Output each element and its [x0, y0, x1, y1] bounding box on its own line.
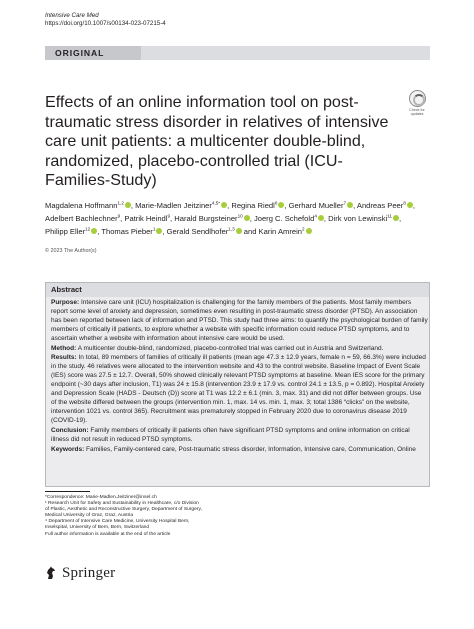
footnote-line: ¹ Research Unit for Safety and Sustainability in Healthcare, c/o Division — [45, 501, 199, 507]
abstract-conclusion: Conclusion: Family members of critically ill patients often have significant PTSD symptoms and online information on critical illness did not result in reduced PTSD symptoms. — [51, 426, 410, 443]
abstract-box — [45, 282, 430, 487]
author-name[interactable]: Harald Burgsteiner$^{10}$ — [174, 214, 249, 223]
abstract-heading: Abstract — [46, 283, 429, 297]
footnotes — [45, 491, 245, 538]
orcid-icon[interactable] — [393, 215, 399, 221]
orcid-icon[interactable] — [278, 202, 284, 208]
abstract-body — [51, 299, 428, 455]
author-name[interactable]: Thomas Pieber$^1$ — [101, 227, 162, 236]
author-name[interactable]: Joerg C. Schefold$^4$ — [254, 214, 324, 223]
orcid-icon[interactable] — [347, 202, 353, 208]
author-name[interactable]: Magdalena Hoffmann$^{1,2}$ — [45, 201, 131, 210]
footnote-line: Inselspital, University of Bern, Bern, Switzerland — [45, 525, 150, 531]
article-type-badge: ORIGINAL — [45, 46, 141, 60]
abstract-purpose: Purpose: Intensive care unit (ICU) hospitalization is challenging for the family members of the patients. Most family members report some level of anxiety and depression, sometimes even resulting in post-traumatic stress disorder (PTSD). An association has been reported between lack of information and PTSD. This study had three aims: to quantify the psychological burden of family members of critically ill patients, to explore whether a website with specific information could reduce PTSD symptoms, and to ascertain whether a website with information about intensive care would be used. — [51, 299, 428, 342]
copyright-notice: © 2023 The Author(s) — [45, 248, 97, 254]
orcid-icon[interactable] — [318, 215, 324, 221]
author-name[interactable]: Dirk von Lewinski$^{11}$ — [328, 214, 399, 223]
abstract-results: Results: In total, 89 members of families of critically ill patients (mean age 47.3 ± 12.9 years, female n = 59, 66.3%) were included in the study. 46 relatives were allocated to the intervention website and 43 to the control website. Baseline Impact of Event Scale (IES) score was 27.5 ± 12.7. Overall, 50% showed clinically relevant PTSD symptoms at baseline. Mean IES score for the primary endpoint (~30 days after inclusion, T1) was 24 ± 15.8 (intervention 23.9 ± 17.9 vs. control 24.1 ± 13.5, p = 0.892). Hospital Anxiety and Depression Scale (HADS - Deutsch (D)) score at T1 was 12.2 ± 6.1 (min. 3, max. 31) and did not differ between groups. Use of the website differed between the groups (intervention min. 1, max. 14 vs. min. 1, max. 3; total 1386 “clicks” on the website, intervention 1021 vs. control 365). Recruitment was prematurely stopped in February 2020 due to coronavirus disease 2019 (COVID-19). — [51, 354, 426, 424]
orcid-icon[interactable] — [125, 202, 131, 208]
article-type-bar — [45, 46, 430, 60]
article-title: Effects of an online information tool on post-traumatic stress disorder in relatives of intensive care unit patients: a multicenter double-blind, randomized, placebo-controlled trial (ICU-Families-Study) — [45, 93, 389, 190]
abstract-method: Method: A multicenter double-blind, randomized, placebo-controlled trial was carried out in Austria and Switzerland. — [51, 344, 384, 352]
author-name[interactable]: Andreas Peer$^8$ — [357, 201, 413, 210]
footnote-line[interactable]: *Correspondence: Marie-Madlen.Jeitziner@insel.ch — [45, 495, 157, 500]
author-name[interactable]: Marie-Madlen Jeitziner$^{4,5*}$ — [135, 201, 227, 210]
abstract-keywords: Keywords: Families, Family-centered care, Post-traumatic stress disorder, Information, Intensive care, Communication, Online — [51, 445, 416, 453]
update-icon — [409, 90, 426, 107]
footnote-line: Full author information is available at the end of the article — [45, 531, 171, 537]
orcid-icon[interactable] — [306, 228, 312, 234]
footnote-rule — [45, 491, 90, 492]
footnote-line: Medical University of Graz, Graz, Austria — [45, 513, 134, 519]
author-name[interactable]: Gerald Sendlhofer$^{1,3}$ — [167, 227, 242, 236]
doi-link[interactable]: https://doi.org/10.1007/s00134-023-07215-4 — [45, 20, 166, 27]
orcid-icon[interactable] — [91, 228, 97, 234]
orcid-icon[interactable] — [156, 228, 162, 234]
orcid-icon[interactable] — [221, 202, 227, 208]
journal-name: Intensive Care Med — [45, 12, 99, 19]
author-name[interactable]: Karin Amrein$^2$ — [259, 227, 312, 236]
orcid-icon[interactable] — [244, 215, 250, 221]
publisher-logo — [45, 564, 115, 582]
footnote-line: of Plastic, Aesthetic and Reconstructive Surgery, Department of Surgery, — [45, 507, 202, 513]
author-name[interactable]: Adelbert Bachlechner$^9$ — [45, 213, 121, 223]
orcid-icon[interactable] — [407, 202, 413, 208]
footnote-line: ⁴ Department of Intensive Care Medicine, University Hospital Bern, — [45, 519, 190, 525]
publisher-name: Springer — [62, 564, 116, 581]
check-for-updates-button[interactable] — [404, 90, 430, 120]
author-name[interactable]: Regina Riedl$^6$ — [231, 201, 284, 210]
author-name[interactable]: Philipp Eller$^{12}$ — [45, 227, 97, 236]
author-name[interactable]: Gerhard Mueller$^7$ — [289, 201, 353, 210]
check-for-updates-label: Check for updates — [409, 108, 425, 116]
springer-horse-icon — [45, 566, 56, 580]
author-list: Magdalena Hoffmann$^{1,2}$ , Marie-Madlen Jeitziner$^{4,5*}$ , Regina Riedl$^6$ , Gerhard Mueller$^7$ , Andreas Peer$^8$ , Adelbert Bachlechner$^9$, Patrik Heindl$^9$, Harald Burgsteiner$^{10}$ , Joerg C. Schefold$^4$ , Dirk von Lewinski$^{11}$ , Philipp Eller$^{12}$ , Thomas Pieber$^1$ , Gerald Sendlhofer$^{1,3}$ and Karin Amrein$^2$ — [45, 200, 415, 236]
author-name[interactable]: Patrik Heindl$^9$ — [124, 213, 171, 223]
orcid-icon[interactable] — [236, 228, 242, 234]
